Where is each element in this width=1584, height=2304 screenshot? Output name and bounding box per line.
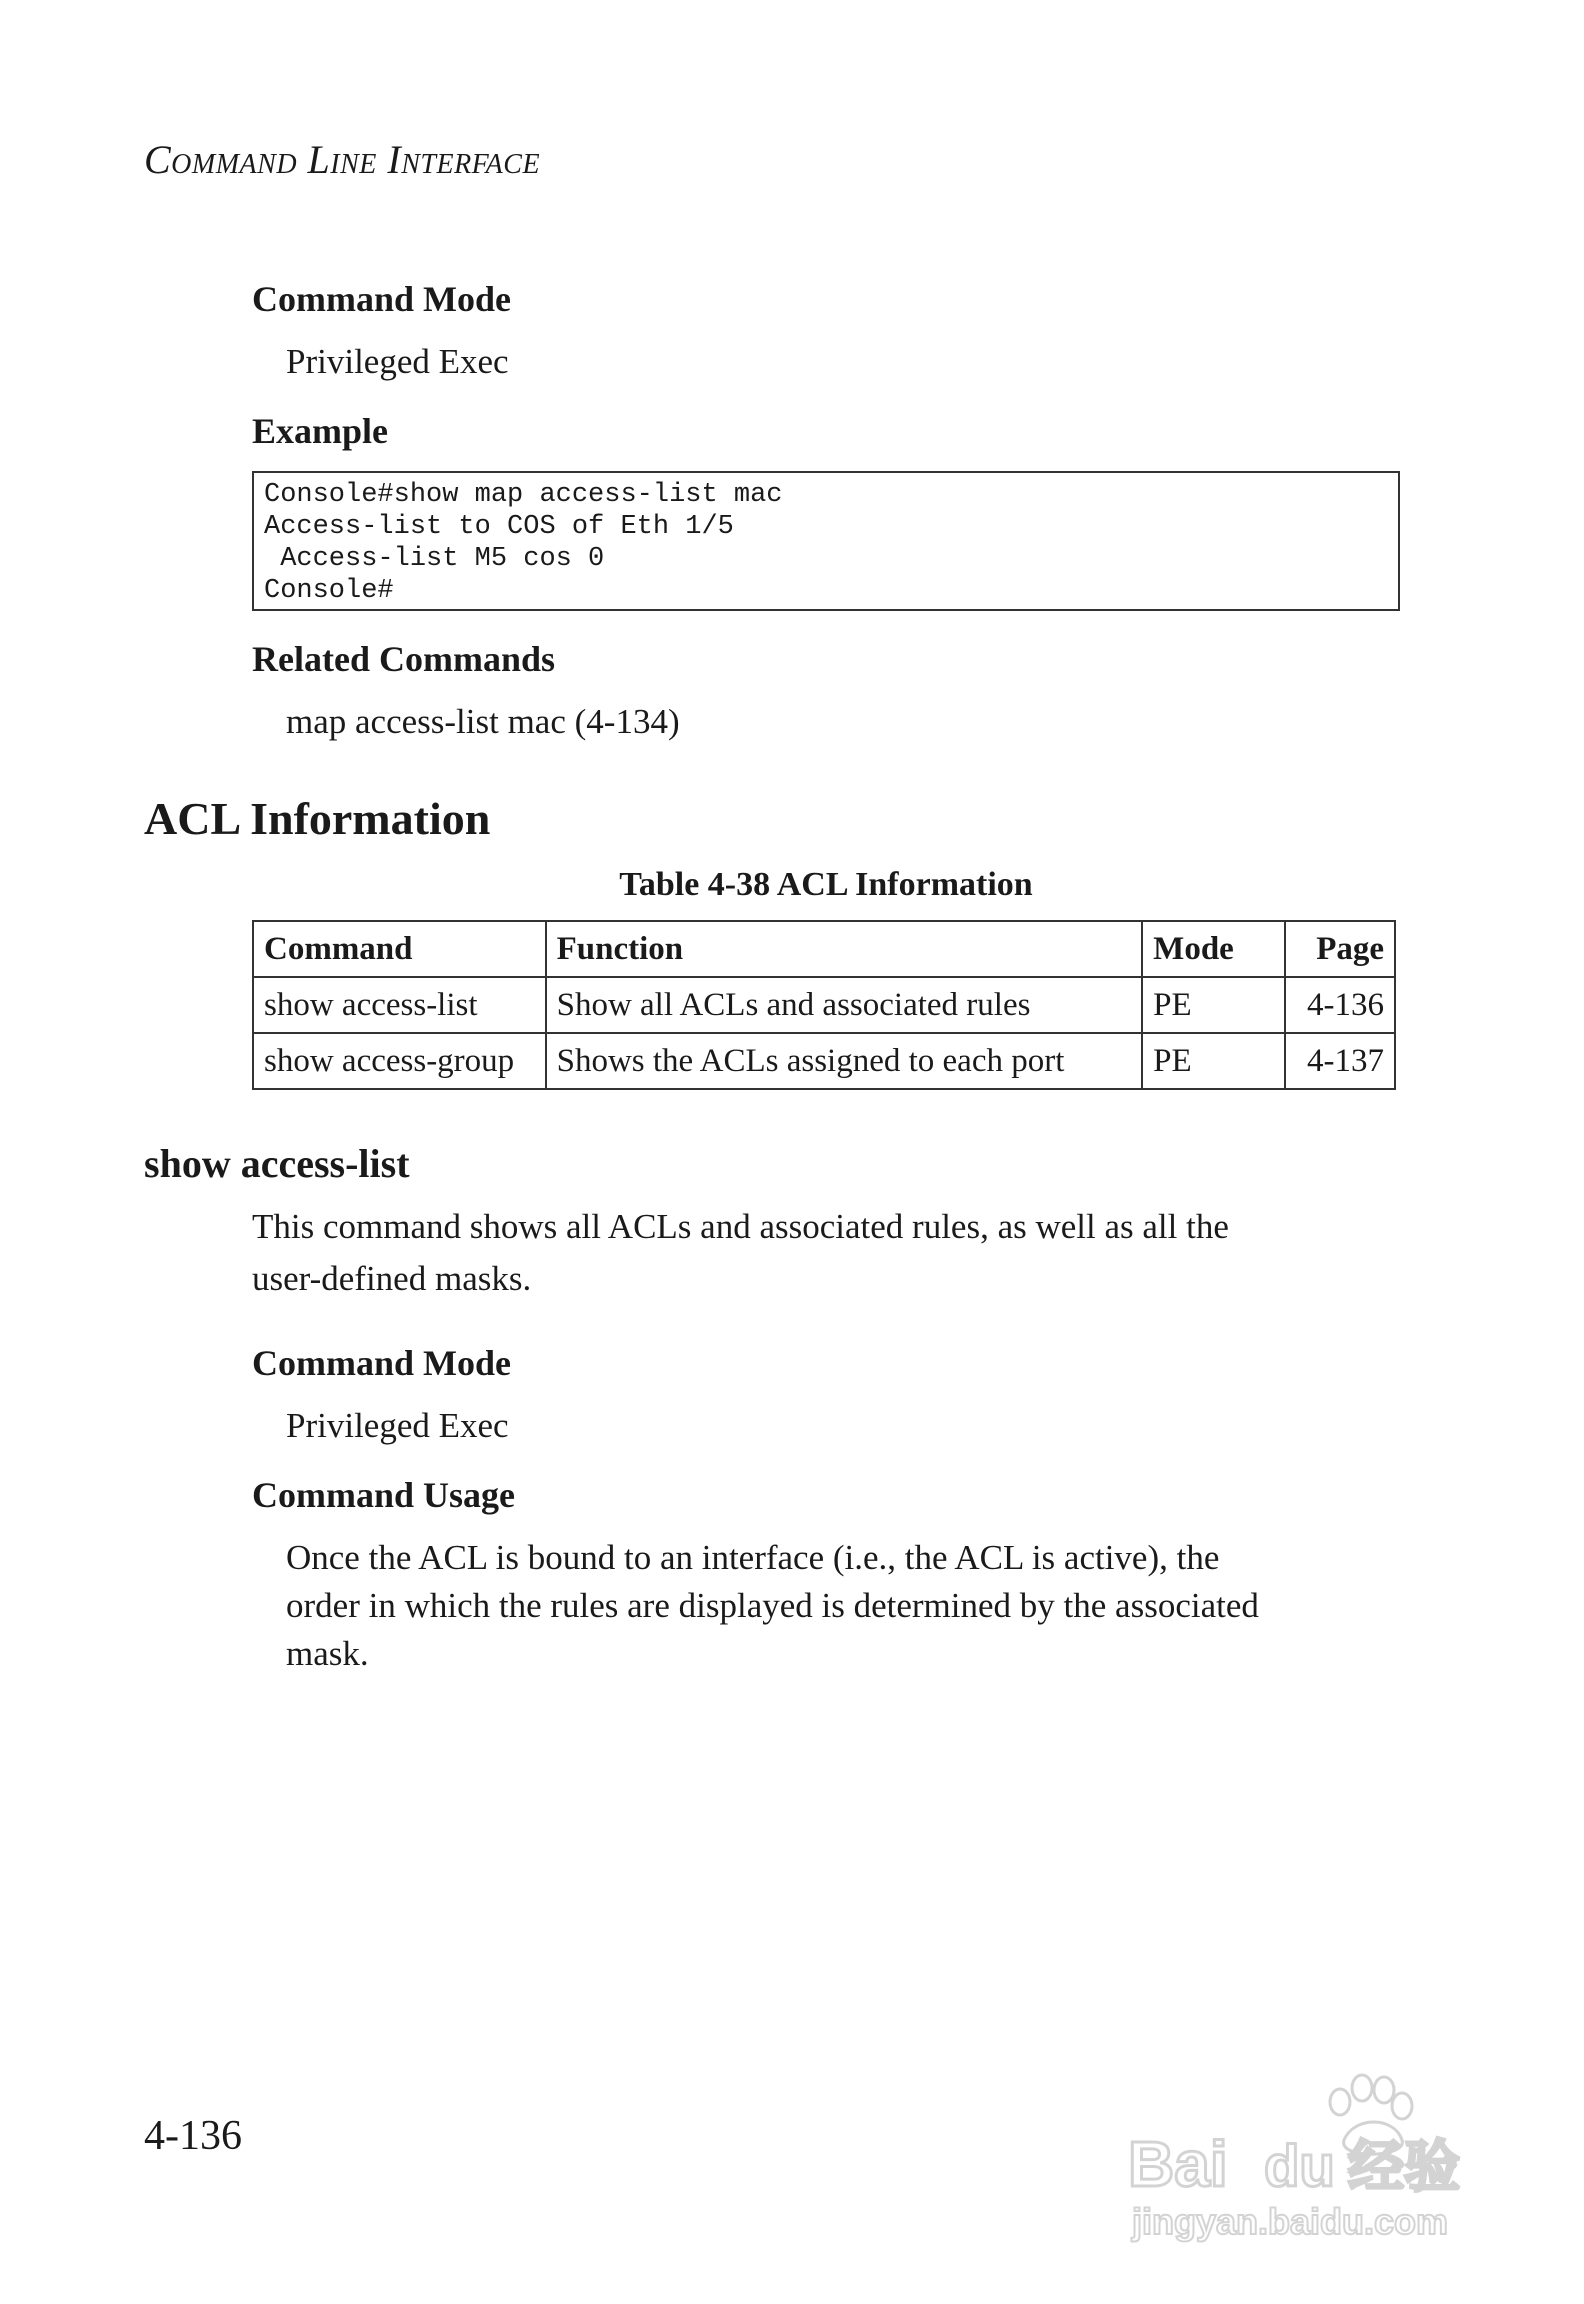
baidu-paw-icon — [1118, 2068, 1488, 2248]
table-cell-command: show access-list — [253, 977, 546, 1033]
usage-line: Once the ACL is bound to an interface (i.e., the ACL is active), the — [286, 1538, 1220, 1577]
column-header: Command — [253, 921, 546, 977]
page-number: 4-136 — [144, 2113, 242, 2159]
column-header: Mode — [1142, 921, 1285, 977]
column-header: Page — [1285, 921, 1395, 977]
show-access-list-heading: show access-list — [144, 1141, 410, 1186]
table-cell-command: show access-group — [253, 1033, 546, 1089]
table-cell-function: Show all ACLs and associated rules — [546, 977, 1143, 1033]
table-row — [253, 977, 1395, 1033]
table-cell-page: 4-137 — [1285, 1033, 1395, 1089]
related-command-link[interactable]: map access-list mac (4-134) — [286, 702, 680, 741]
table-row — [253, 1033, 1395, 1089]
command-mode-heading-2: Command Mode — [252, 1343, 511, 1383]
watermark-logo-text2: du — [1264, 2134, 1335, 2199]
baidu-watermark — [1118, 2068, 1488, 2248]
watermark-url: jingyan.baidu.com — [1132, 2201, 1449, 2242]
table-cell-function: Shows the ACLs assigned to each port — [546, 1033, 1143, 1089]
watermark-logo-cn: 经验 — [1348, 2135, 1460, 2200]
description-line: user-defined masks. — [252, 1259, 532, 1298]
acl-information-heading: ACL Information — [144, 793, 491, 844]
usage-line: mask. — [286, 1634, 369, 1673]
related-commands-heading: Related Commands — [252, 639, 555, 679]
example-heading: Example — [252, 411, 389, 451]
column-header: Function — [546, 921, 1143, 977]
acl-table — [252, 920, 1396, 1090]
code-line: Console# — [264, 576, 394, 606]
description-line: This command shows all ACLs and associated rules, as well as all the — [252, 1207, 1229, 1246]
running-head: Command Line Interface — [144, 137, 541, 182]
table-header-row — [253, 921, 1395, 977]
command-mode-value-2: Privileged Exec — [286, 1406, 509, 1445]
table-cell-page: 4-136 — [1285, 977, 1395, 1033]
table-cell-mode: PE — [1142, 977, 1285, 1033]
command-mode-value: Privileged Exec — [286, 342, 509, 381]
code-line: Console#show map access-list mac — [264, 480, 783, 510]
table-cell-mode: PE — [1142, 1033, 1285, 1089]
example-code-block — [252, 471, 1400, 611]
command-usage-heading: Command Usage — [252, 1475, 516, 1515]
code-line: Access-list M5 cos 0 — [264, 544, 605, 574]
watermark-logo-text: Bai — [1128, 2128, 1228, 2200]
command-mode-heading: Command Mode — [252, 279, 511, 319]
code-line: Access-list to COS of Eth 1/5 — [264, 512, 734, 542]
usage-line: order in which the rules are displayed is determined by the associated — [286, 1586, 1259, 1625]
table-caption: Table 4-38 ACL Information — [619, 866, 1033, 903]
